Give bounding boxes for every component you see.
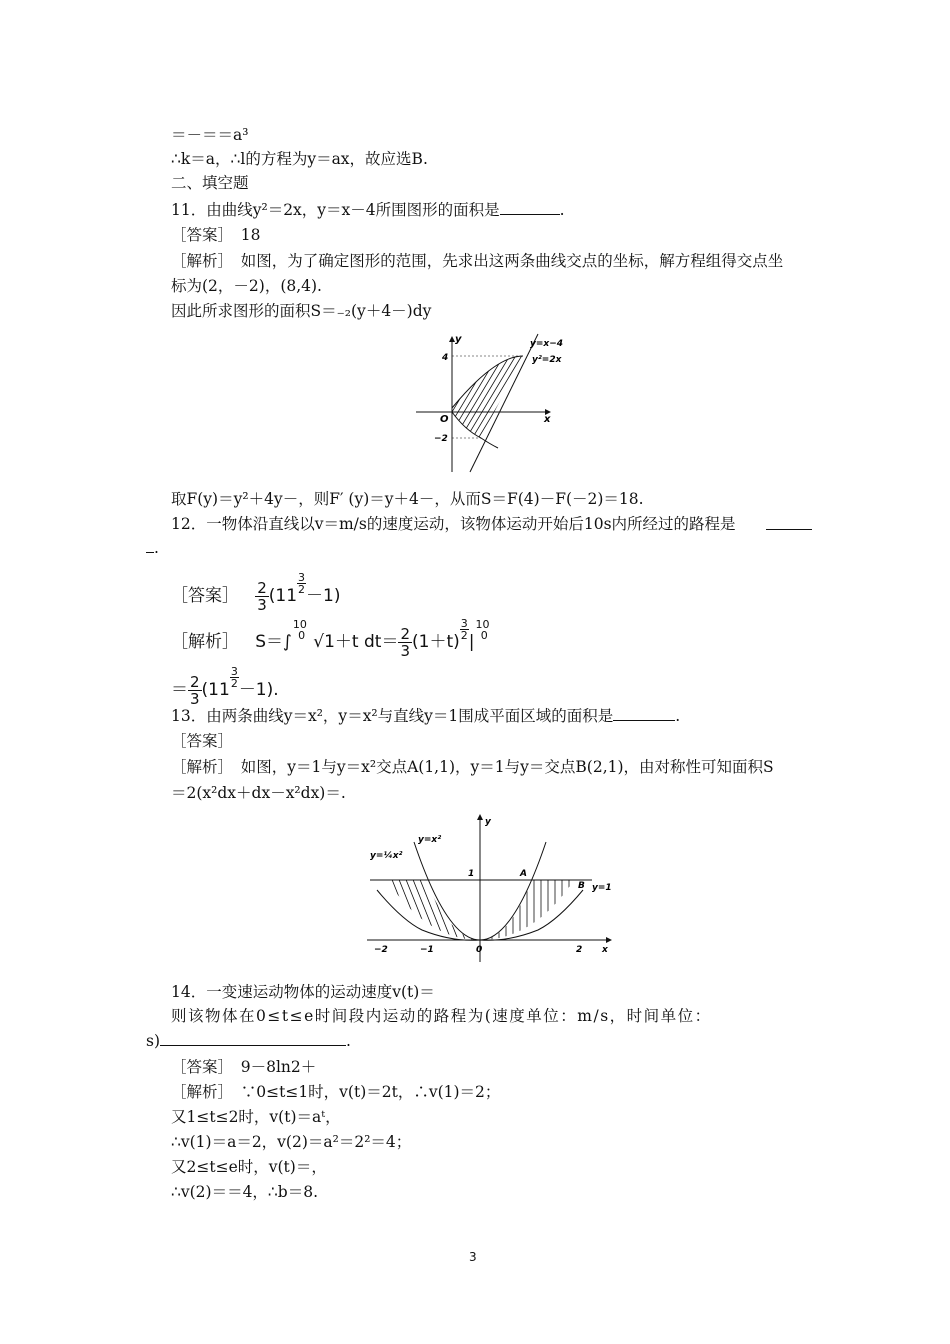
analysis-12-integral: S＝∫ [255,632,292,652]
analysis-12-exponent [460,618,469,641]
answer-blank-12b [146,538,154,553]
exp-num: 3 [230,665,238,678]
result-b: (11 [201,680,230,700]
analysis-14-e: ∴v(2)＝＝4，∴b＝8. [171,1183,319,1201]
analysis-11: ［解析］ 如图，为了确定图形的范围，先求出这两条曲线交点的坐标，解方程组得交点坐 [171,252,784,270]
tick-4: 4 [442,353,449,363]
tick-neg2: −2 [374,945,388,955]
result-eq: ＝ [171,680,188,700]
question-13-end: . [675,707,681,725]
question-14-end: . [346,1032,351,1050]
question-14-unit: s) [146,1032,161,1050]
analysis-14: ［解析］ ∵0≤t≤1时，v(t)＝2t，∴v(1)＝2； [171,1083,501,1101]
result-c: －1). [238,680,279,700]
analysis-12-integrand: √1＋t dt＝ [313,632,399,652]
eval-limits [475,619,491,641]
answer-blank-14 [160,1031,346,1046]
question-11 [171,200,565,220]
exp-num: 3 [298,571,306,584]
answer-blank [500,200,560,215]
frac-num: 2 [400,624,411,643]
label-parabola: y²=2x [532,355,562,365]
analysis-13-cont: ＝2(x²dx＋dx－x²dx)＝. [171,784,346,802]
answer-12-a: (11 [268,586,298,606]
answer-12-label: ［答案］ [171,586,239,606]
frac-den: 3 [257,595,267,614]
question-12-cont [146,538,159,558]
exp-den: 2 [230,677,238,690]
tick-1: 1 [468,869,475,879]
eq-line: ＝－＝＝a³ [171,126,249,144]
answer-14: ［答案］ 9－8ln2＋ [171,1058,317,1076]
hatch-left [375,872,475,947]
integral-limits [292,619,308,641]
analysis-12 [171,618,491,659]
label-y1: y=1 [592,883,612,893]
label-line: y=x−4 [530,339,564,349]
conclusion-line: ∴k＝a，∴l的方程为y＝ax，故应选B. [171,150,428,168]
section-heading: 二、填空题 [171,174,249,192]
tick-2: 2 [576,945,583,955]
tick-neg2: −2 [434,434,448,444]
question-11-text: 11．由曲线y²＝2x，y＝x－4所围图形的面积是 [171,201,500,219]
label-origin: 0 [476,945,483,955]
question-11-end: . [559,201,565,219]
answer-13: ［答案］ [171,732,234,750]
exp-den: 2 [460,629,468,642]
label-a: A [520,869,527,879]
x-axis-arrow [606,937,612,943]
exp-den: 2 [298,583,306,596]
limits: 10 0 [292,618,307,642]
analysis-14-b: 又1≤t≤2时，v(t)＝aᵗ， [171,1108,341,1126]
answer-12-exponent [297,572,306,595]
tick-neg1: −1 [420,945,434,955]
analysis-12-result [171,666,279,707]
label-y-x2: y=x² [418,835,442,845]
exp-num: 3 [460,617,468,630]
result-exponent [230,666,239,689]
label-y: y [455,334,462,345]
figure-1 [410,332,570,477]
label-b: B [578,881,585,891]
question-12: 12．一物体沿直线以v＝m/s的速度运动，该物体运动开始后10s内所经过的路程是 [171,515,736,533]
analysis-14-d: 又2≤t≤e时，v(t)＝， [171,1158,327,1176]
label-y: y [485,817,491,827]
label-x: x [602,945,608,955]
answer-blank-12a [766,515,812,530]
analysis-12-label: ［解析］ [171,632,239,652]
question-13-text: 13．由两条曲线y＝x²，y＝x²与直线y＝1围成平面区域的面积是 [171,707,614,725]
question-14-cont: 则该物体在0≤t≤e时间段内运动的路程为(速度单位：m/s，时间单位： [171,1007,712,1025]
answer-blank-13 [613,706,675,721]
frac-num: 2 [257,578,267,597]
analysis-12-fraction [398,626,412,659]
y-axis-arrow [477,814,483,820]
answer-12 [171,572,340,613]
question-14: 14．一变速运动物体的运动速度v(t)＝ [171,983,435,1001]
page-number: 3 [469,1250,477,1264]
question-14-end-line [146,1031,351,1051]
line-x-minus-4 [470,334,538,472]
analysis-11-cont: 标为(2，－2)，(8,4). [171,277,322,295]
antiderivative-line: 取F(y)＝y²＋4y－，则F′ (y)＝y＋4－，从而S＝F(4)－F(－2)＝18. [171,490,644,508]
frac-den: 3 [190,689,200,708]
area-formula-11: 因此所求图形的面积S＝₋₂(y＋4－)dy [171,302,432,320]
question-12-end: . [154,539,159,557]
analysis-14-c: ∴v(1)＝a＝2，v(2)＝a²＝2²＝4； [171,1133,412,1151]
analysis-13: ［解析］ 如图，y＝1与y＝x²交点A(1,1)，y＝1与y＝交点B(2,1)，由对称性可知面积S [171,758,774,776]
analysis-12-bar: | [468,632,475,652]
analysis-12-c: (1＋t) [412,632,460,652]
label-quarter: y=¼x² [370,851,403,861]
question-13 [171,706,680,726]
answer-12-fraction [255,580,269,613]
result-fraction [188,674,202,707]
frac-num: 2 [190,672,200,691]
figure-2 [362,812,622,964]
answer-11: ［答案］ 18 [171,226,261,244]
limits2: 10 0 [475,618,490,642]
answer-12-b: －1) [306,586,341,606]
label-origin: O [440,414,449,425]
frac-den: 3 [400,641,411,660]
label-x: x [544,414,551,425]
